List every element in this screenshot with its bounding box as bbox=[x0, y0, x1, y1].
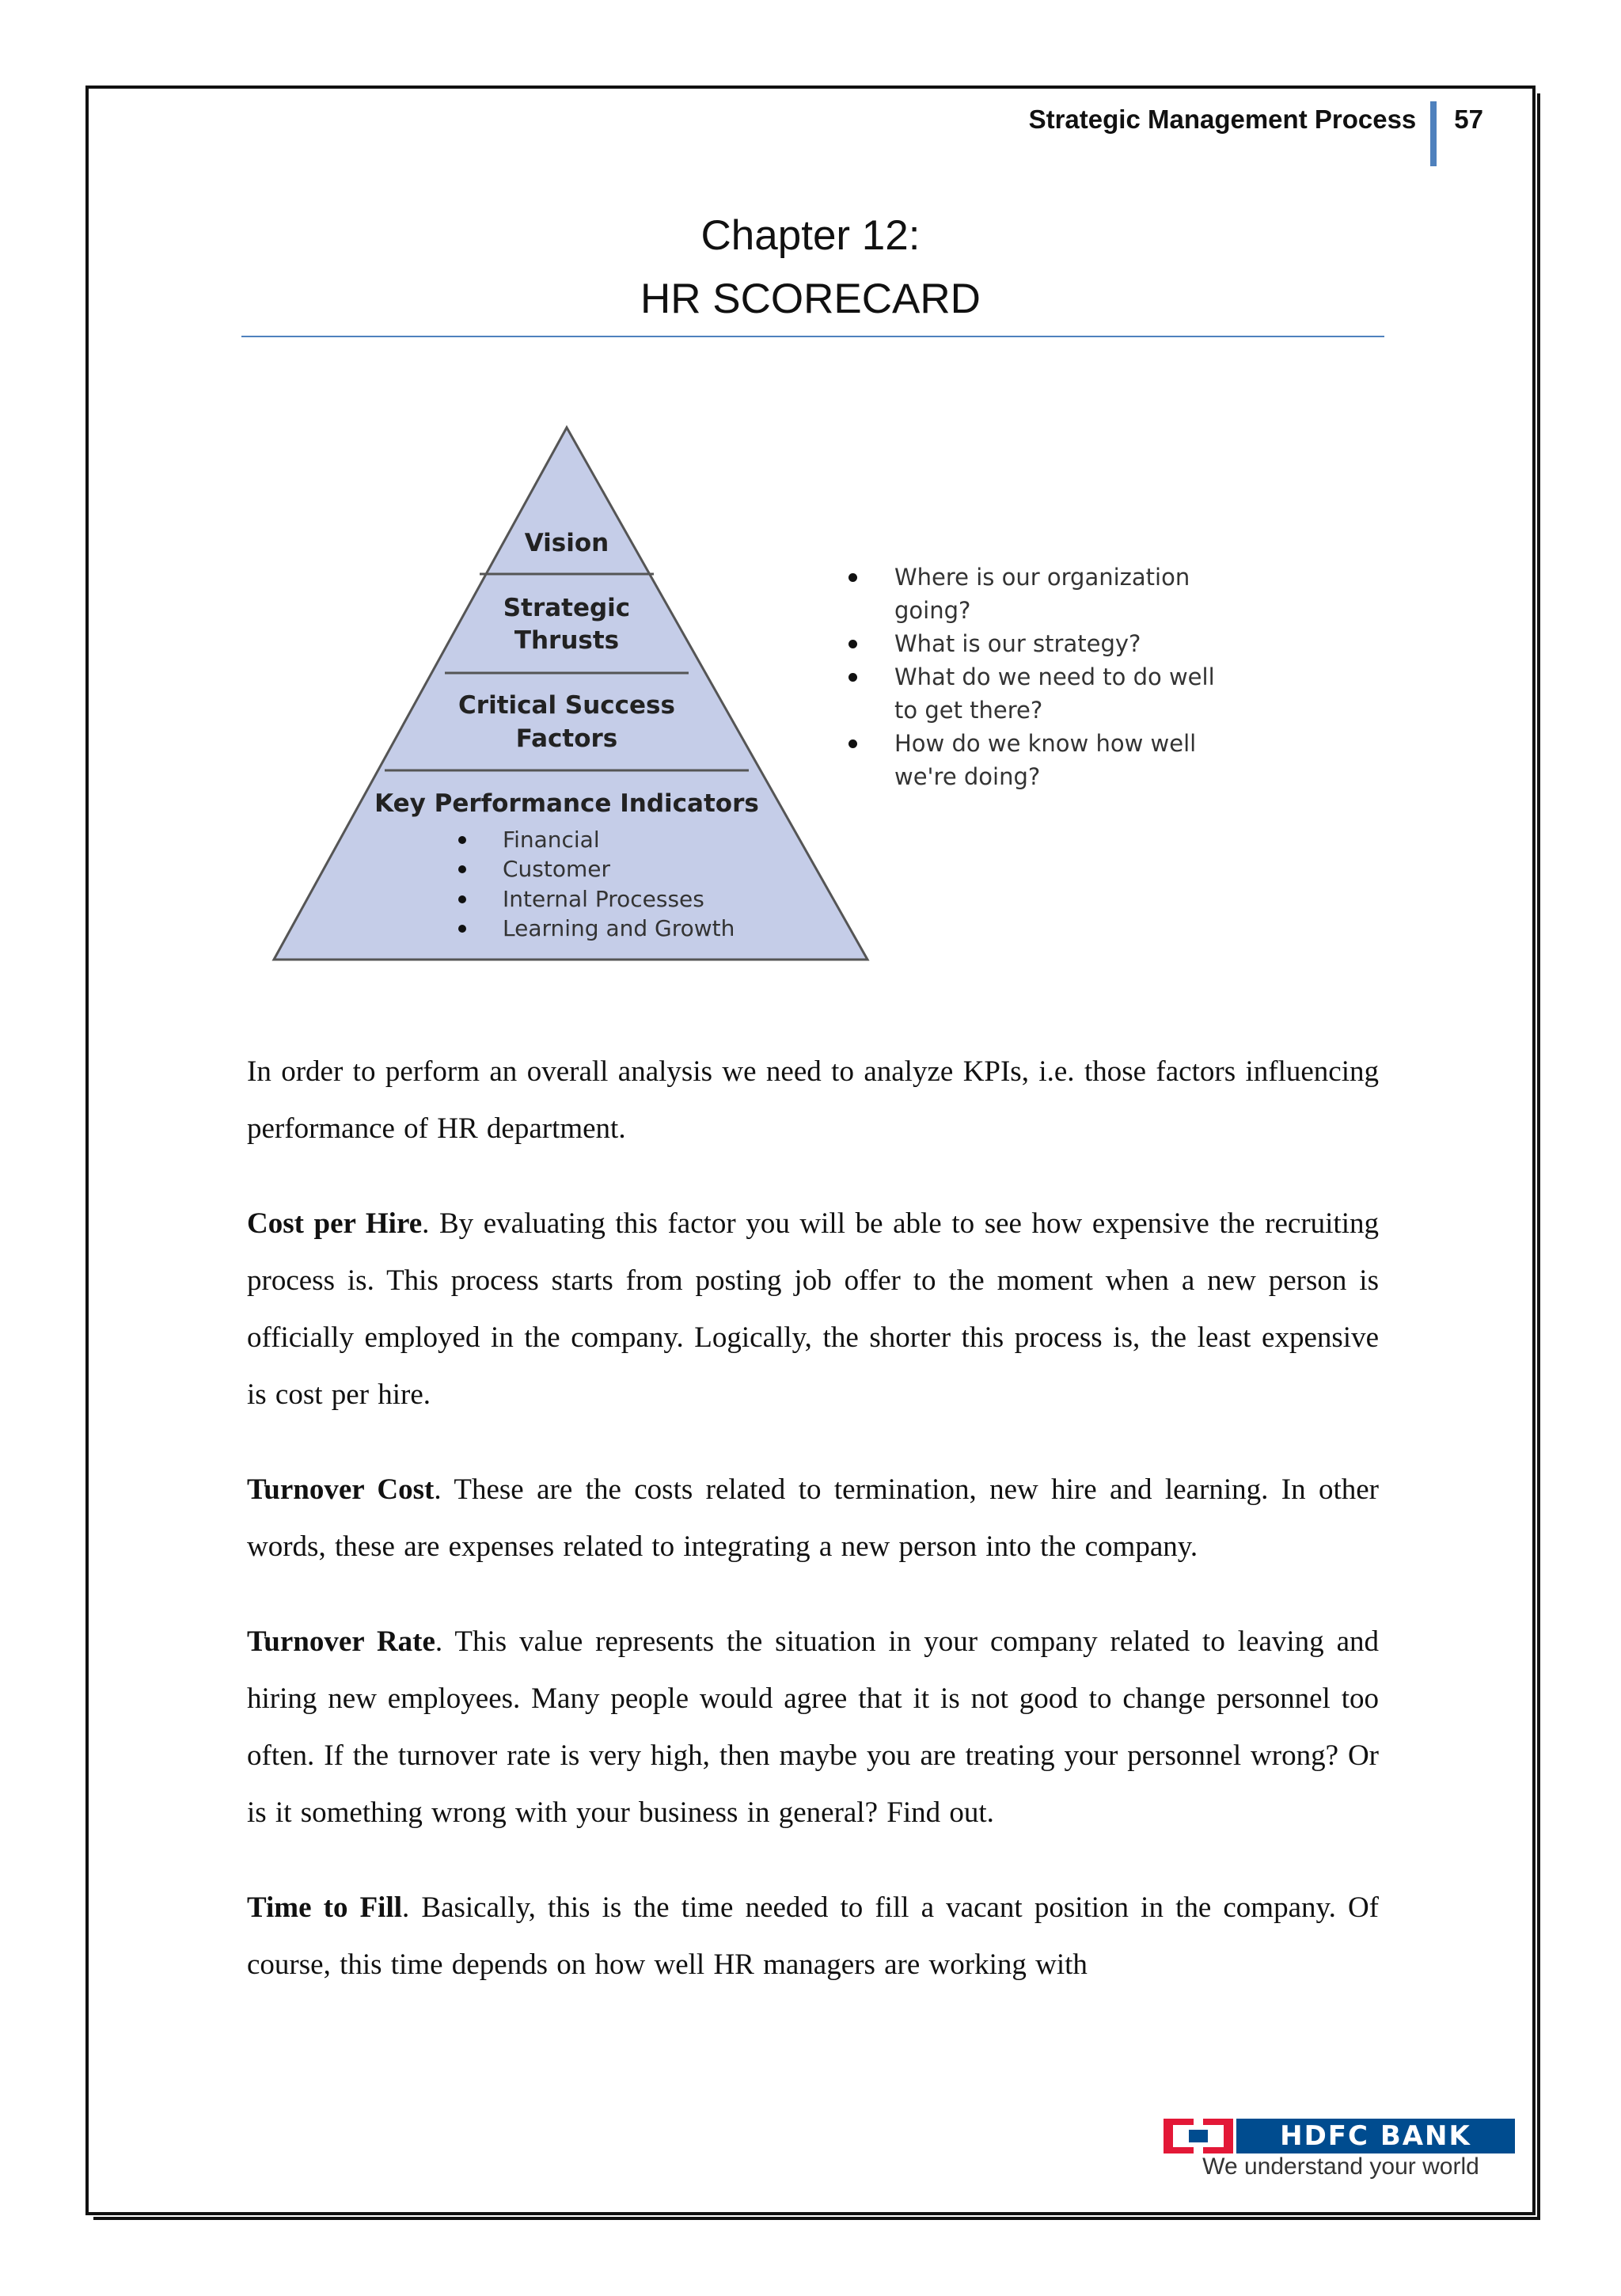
paragraph-text: . Basically, this is the time needed to fill a vacant position in the company. Of course, this time depends on how well HR managers are working with bbox=[247, 1891, 1380, 1981]
term-turnover-cost: Turnover Cost bbox=[247, 1473, 435, 1506]
term-time-to-fill: Time to Fill bbox=[247, 1891, 403, 1924]
tier-strategic-2: Thrusts bbox=[514, 626, 620, 655]
question-item bbox=[845, 561, 1289, 627]
page-number: 57 bbox=[1454, 105, 1483, 134]
paragraph-turnover-cost bbox=[247, 1462, 1379, 1576]
logo-tagline: We understand your world bbox=[1202, 2153, 1479, 2180]
hdfc-mark-icon bbox=[1164, 2119, 1233, 2153]
question-line: going? bbox=[894, 597, 971, 624]
kpi-item-internal: Internal Processes bbox=[503, 886, 704, 912]
question-item bbox=[845, 660, 1289, 727]
chapter-heading bbox=[85, 204, 1536, 331]
kpi-bullet bbox=[458, 836, 466, 844]
question-line: Where is our organization bbox=[894, 564, 1190, 591]
body-text bbox=[247, 1043, 1379, 2032]
kpi-item-learning: Learning and Growth bbox=[503, 915, 735, 941]
heading-rule bbox=[241, 336, 1384, 337]
paragraph-text: . This value represents the situation in your company related to leaving and hiring new employees. Many people would agree that it is not good to change personnel too often. If the turnover rate is very high, then maybe you are treating your personnel wrong? Or is it something wrong with your business in general? Find out. bbox=[247, 1625, 1379, 1829]
paragraph-turnover-rate bbox=[247, 1614, 1379, 1842]
tier-csf-2: Factors bbox=[515, 724, 618, 753]
question-item bbox=[845, 727, 1289, 793]
tier-kpi-title: Key Performance Indicators bbox=[374, 789, 759, 818]
question-line: What do we need to do well bbox=[894, 663, 1215, 690]
tier-strategic-1: Strategic bbox=[503, 594, 631, 622]
question-line: we're doing? bbox=[894, 763, 1041, 790]
term-cost-per-hire: Cost per Hire bbox=[247, 1207, 423, 1240]
paragraph-text: In order to perform an overall analysis we need to analyze KPIs, i.e. those factors influencing performance of HR department. bbox=[247, 1055, 1379, 1145]
question-line: What is our strategy? bbox=[894, 630, 1141, 657]
paragraph-text: . By evaluating this factor you will be able to see how expensive the recruiting process is. This process starts from posting job offer to the moment when a new person is officially employed in the company. Logically, the shorter this process is, the least expensive is cost per hire. bbox=[247, 1207, 1379, 1411]
kpi-bullet bbox=[458, 865, 466, 873]
logo-bank-name: HDFC BANK bbox=[1236, 2119, 1515, 2153]
hdfc-bank-logo bbox=[1164, 2114, 1518, 2185]
paragraph-time-to-fill bbox=[247, 1880, 1379, 1994]
question-item bbox=[845, 627, 1289, 660]
chapter-title: HR SCORECARD bbox=[640, 276, 981, 322]
kpi-bullet bbox=[458, 925, 466, 933]
paragraph-intro bbox=[247, 1043, 1379, 1158]
paragraph-cost-per-hire bbox=[247, 1196, 1379, 1424]
chapter-number: Chapter 12: bbox=[700, 212, 921, 259]
paragraph-text: . These are the costs related to termination, new hire and learning. In other words, these are expenses related to integrating a new person into the company. bbox=[247, 1473, 1379, 1563]
question-list bbox=[845, 561, 1289, 793]
term-turnover-rate: Turnover Rate bbox=[247, 1625, 435, 1658]
tier-vision: Vision bbox=[524, 529, 609, 557]
question-line: How do we know how well bbox=[894, 730, 1197, 757]
hr-scorecard-pyramid bbox=[261, 412, 894, 982]
kpi-bullet bbox=[458, 895, 466, 903]
kpi-item-customer: Customer bbox=[503, 856, 611, 882]
header-divider bbox=[1430, 101, 1437, 166]
kpi-item-financial: Financial bbox=[503, 827, 600, 853]
tier-csf-1: Critical Success bbox=[458, 691, 675, 720]
running-title: Strategic Management Process bbox=[1028, 105, 1417, 134]
question-line: to get there? bbox=[894, 697, 1043, 724]
running-header bbox=[1029, 101, 1483, 166]
